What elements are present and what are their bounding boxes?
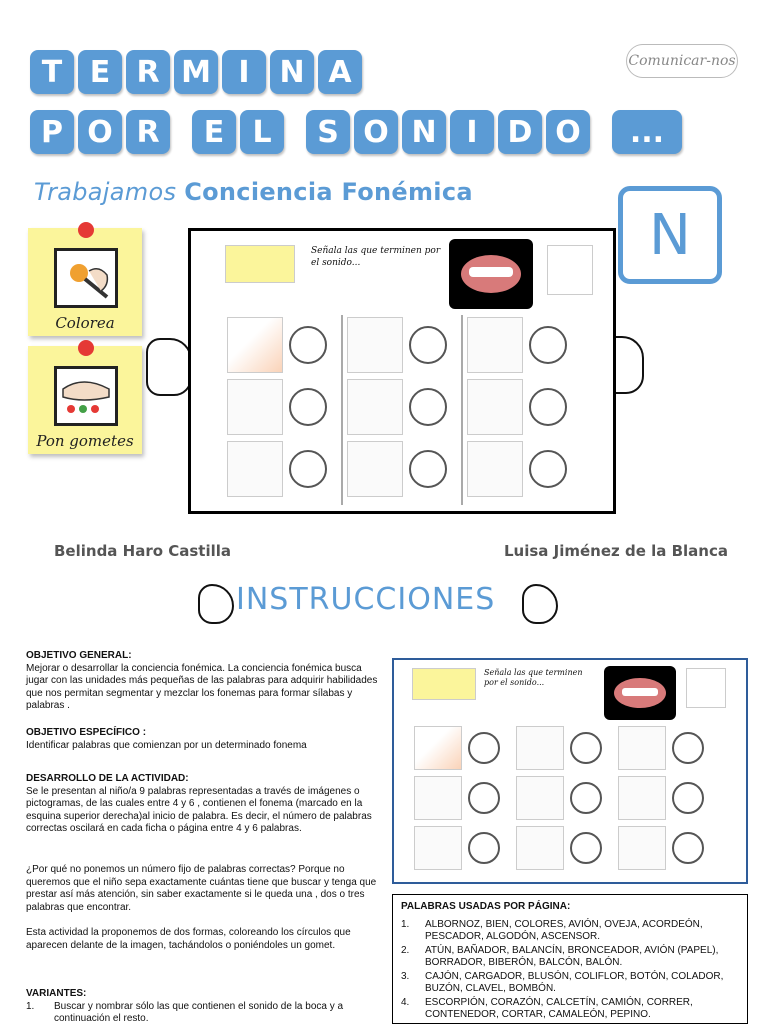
title-letter-tile: P (30, 110, 74, 154)
subtitle (34, 178, 473, 206)
pictogram (227, 379, 283, 435)
answer-circle[interactable] (289, 450, 327, 488)
pin-icon (78, 222, 94, 238)
pictogram (516, 726, 564, 770)
worksheet-instruction: Señala las que terminen por el sonido... (311, 246, 441, 268)
title-letter-tile: L (240, 110, 284, 154)
pictogram (227, 317, 283, 373)
title-letter-tile: O (354, 110, 398, 154)
pictogram (347, 317, 403, 373)
brand-logo: Comunicar-nos (626, 44, 738, 78)
note-colorea (28, 228, 142, 336)
answer-circle[interactable] (529, 326, 567, 364)
pictogram (414, 826, 462, 870)
title-letter-tile: O (78, 110, 122, 154)
answer-circle[interactable] (289, 388, 327, 426)
section-text: ¿Por qué no ponemos un número fijo de palabras correctas? Porque no queremos que el niño sepa exactamente cuántas tiene que buscar y tenga que prestar así más atención, sin saber exactamente si le queda una , dos o tres palabras que encontrar. (26, 864, 377, 913)
section-heading: VARIANTES: (26, 988, 87, 999)
answer-circle[interactable] (409, 326, 447, 364)
title-letter-tile: A (318, 50, 362, 94)
list-item: 3. CAJÓN, CARGADOR, BLUSÓN, COLIFLOR, BOTÓN, COLADOR, BUZÓN, CLAVEL, BOMBÓN. (401, 971, 724, 994)
title-letter-tile: N (270, 50, 314, 94)
ear-icon (686, 668, 726, 708)
title-row-1 (30, 50, 362, 94)
list-item: 4. ESCORPIÓN, CORAZÓN, CALCETÍN, CAMIÓN, CORRER, CONTENEDOR, CORTAR, CAMALEÓN, PEPINO. (401, 997, 693, 1020)
subtitle-bold: Conciencia Fonémica (184, 178, 473, 206)
mouth-photo (449, 239, 533, 309)
worksheet-instruction: Señala las que terminen por el sonido... (484, 668, 583, 687)
pictogram (227, 441, 283, 497)
answer-circle[interactable] (570, 732, 602, 764)
pictogram (347, 379, 403, 435)
divider (461, 315, 463, 505)
variante-item: 1. Buscar y nombrar sólo las que contienen el sonido de la boca y a continuación el resto. (26, 1000, 344, 1024)
answer-circle[interactable] (468, 832, 500, 864)
answer-circle[interactable] (409, 450, 447, 488)
objetivo-general (26, 650, 382, 713)
answer-circle[interactable] (468, 732, 500, 764)
author-left: Belinda Haro Castilla (54, 542, 232, 560)
title-letter-tile: T (30, 50, 74, 94)
objetivo-especifico (26, 727, 382, 752)
pictogram (516, 826, 564, 870)
list-item: 1. ALBORNOZ, BIEN, COLORES, AVIÓN, OVEJA, ACORDEÓN, PESCADOR, ALGODÓN, ASCENSOR. (401, 919, 703, 942)
answer-circle[interactable] (570, 782, 602, 814)
pictogram (618, 826, 666, 870)
title-letter-tile: R (126, 110, 170, 154)
hand-right-icon (522, 584, 558, 624)
section-text: Identificar palabras que comienzan por un determinado fonema (26, 739, 307, 751)
hand-left-icon (146, 338, 192, 396)
mini-notes-icon (225, 245, 295, 283)
note-label: Pon gometes (36, 432, 134, 450)
pictogram (414, 776, 462, 820)
title-letter-tile: N (402, 110, 446, 154)
answer-circle[interactable] (672, 732, 704, 764)
list-item: 2. ATÚN, BAÑADOR, BALANCÍN, BRONCEADOR, AVIÓN (PAPEL), BORRADOR, BIBERÓN, BALCÓN, BALÓN. (401, 945, 719, 968)
title-letter-tile: I (222, 50, 266, 94)
divider (341, 315, 343, 505)
pictogram (467, 379, 523, 435)
pin-icon (78, 340, 94, 356)
answer-circle[interactable] (529, 450, 567, 488)
words-box (392, 894, 748, 1024)
pregunta (26, 864, 382, 914)
answer-circle[interactable] (289, 326, 327, 364)
desarrollo (26, 773, 382, 836)
pictogram (516, 776, 564, 820)
title-letter-tile: M (174, 50, 218, 94)
section-text: Esta actividad la proponemos de dos formas, coloreando los círculos que aparecen delante de la imagen, tachándolos o poniéndoles un gomet. (26, 927, 351, 951)
gometes-pictogram (54, 366, 118, 426)
formas (26, 927, 382, 952)
section-text: Se le presentan al niño/a 9 palabras representadas a través de imágenes o pictogramas, de las cuales entre 4 y 6 , contienen el fonema (marcado en la esquina superior derecha)al inicio de palabra. Es decir, el número de palabras correctas oscilará en cada ficha o página entre 4 y 6 palabras. (26, 785, 372, 834)
title-letter-tile: R (126, 50, 170, 94)
sound-letter-box: N (618, 186, 722, 284)
title-letter-tile: O (546, 110, 590, 154)
section-heading: DESARROLLO DE LA ACTIVIDAD: (26, 773, 189, 784)
pictogram (414, 726, 462, 770)
ear-icon (547, 245, 593, 295)
note-label: Colorea (55, 314, 115, 332)
note-gometes (28, 346, 142, 454)
mini-notes-icon (412, 668, 476, 700)
title-letter-tile: ... (612, 110, 682, 154)
title-letter-tile: S (306, 110, 350, 154)
answer-circle[interactable] (409, 388, 447, 426)
pictogram (347, 441, 403, 497)
title-row-2 (30, 110, 682, 154)
answer-circle[interactable] (672, 782, 704, 814)
worksheet-preview-small (392, 658, 748, 884)
answer-circle[interactable] (529, 388, 567, 426)
pictogram (618, 726, 666, 770)
answer-circle[interactable] (468, 782, 500, 814)
hand-left-icon (198, 584, 234, 624)
title-letter-tile: E (78, 50, 122, 94)
title-letter-tile: D (498, 110, 542, 154)
subtitle-thin: Trabajamos (34, 178, 177, 206)
answer-circle[interactable] (570, 832, 602, 864)
mouth-photo (604, 666, 676, 720)
variantes (26, 988, 382, 1024)
instructions-heading: INSTRUCCIONES (236, 582, 496, 617)
title-letter-tile: I (450, 110, 494, 154)
section-heading: OBJETIVO GENERAL: (26, 650, 132, 661)
words-heading: PALABRAS USADAS POR PÁGINA: (401, 901, 571, 912)
worksheet-preview (188, 228, 616, 514)
section-heading: OBJETIVO ESPECÍFICO : (26, 727, 147, 738)
title-letter-tile: E (192, 110, 236, 154)
section-text: Mejorar o desarrollar la conciencia fonémica. La conciencia fonémica busca jugar con las unidades más pequeñas de las palabras para adquirir habilidades que nos permitan segmentar y mezclar los fonemas para formar sílabas y palabras . (26, 662, 378, 711)
author-right: Luisa Jiménez de la Blanca (504, 542, 728, 560)
pictogram (467, 441, 523, 497)
pictogram (618, 776, 666, 820)
answer-circle[interactable] (672, 832, 704, 864)
words-list (401, 919, 739, 1021)
pictogram (467, 317, 523, 373)
colorea-pictogram (54, 248, 118, 308)
